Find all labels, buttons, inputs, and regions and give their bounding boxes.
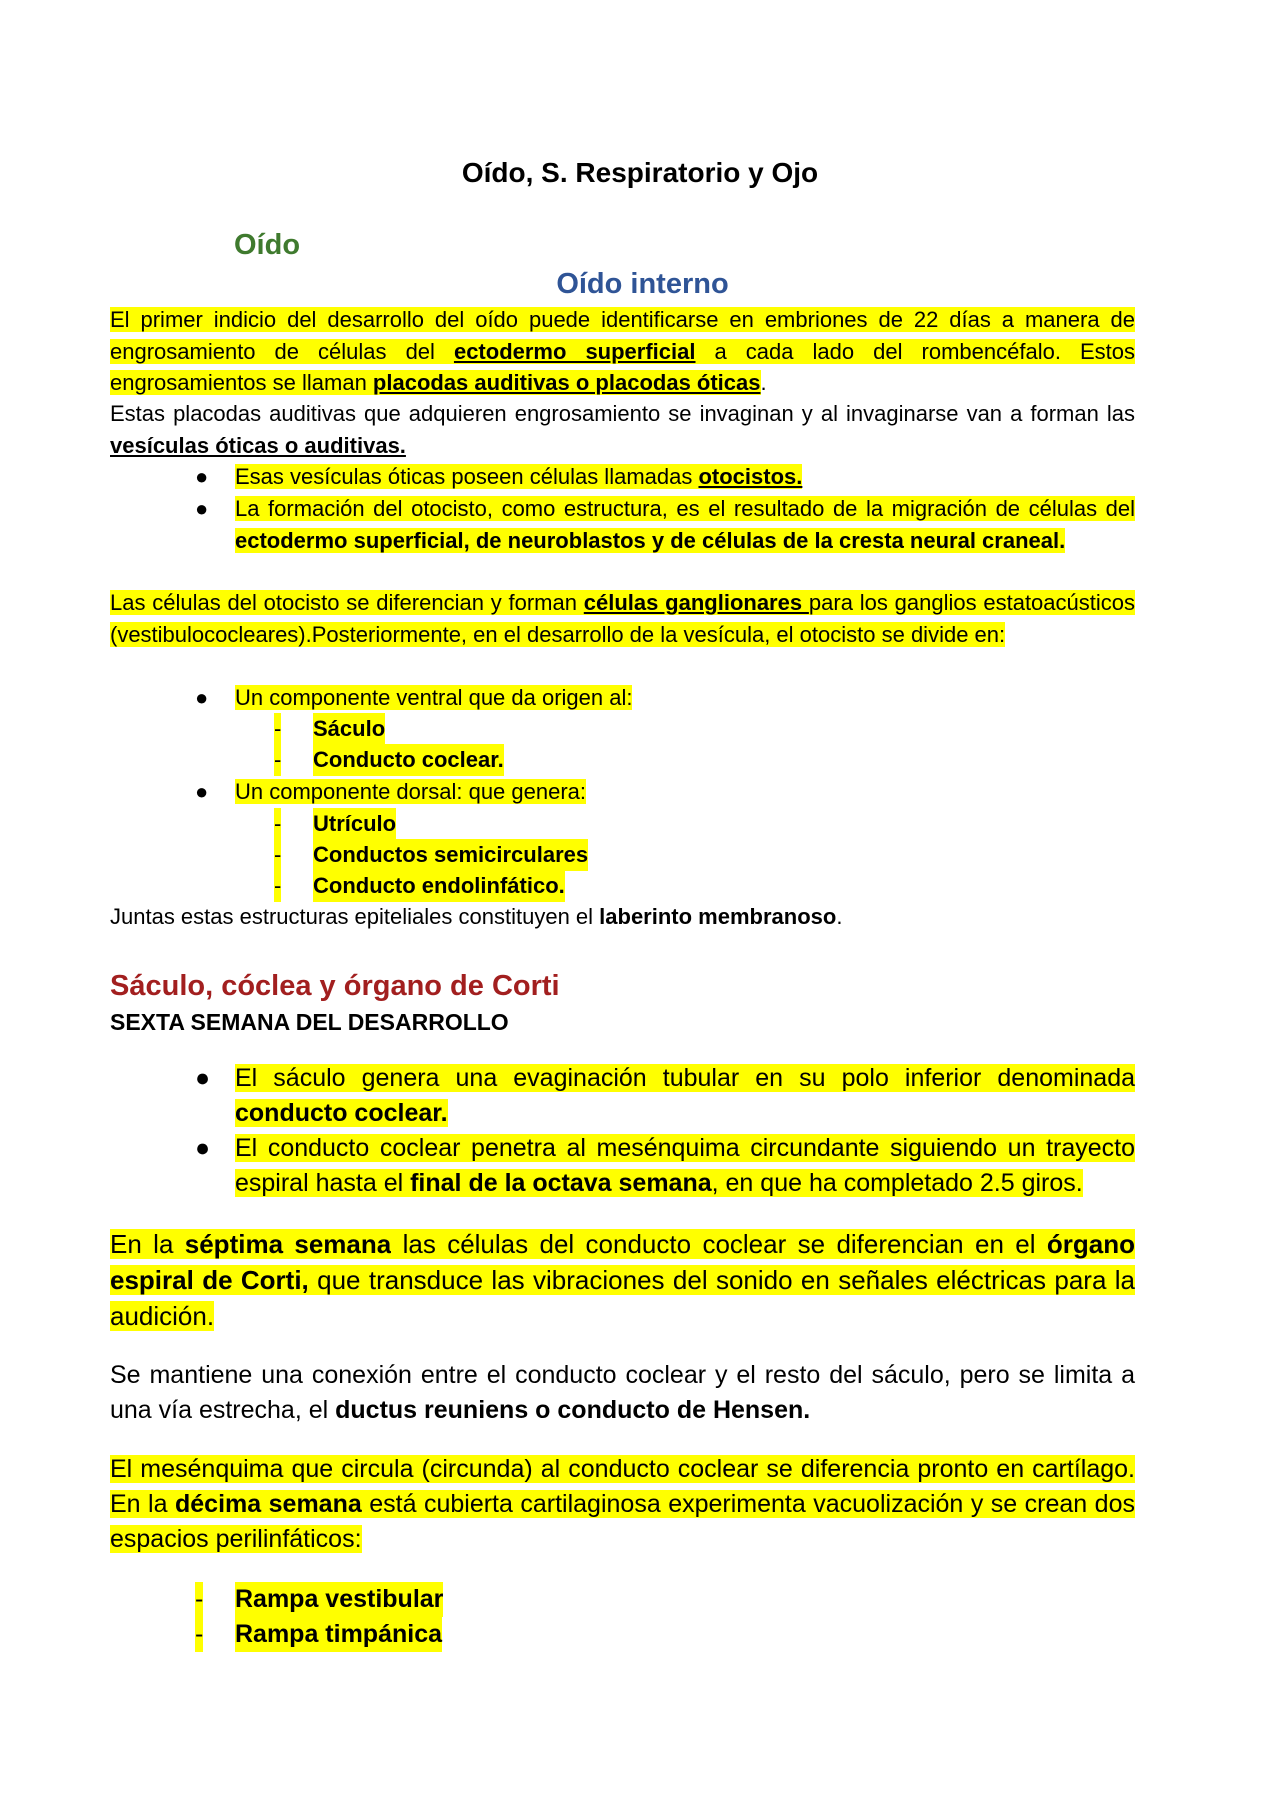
- subsection-heading-oido-interno: Oído interno: [556, 268, 729, 300]
- section-heading-oido: Oído: [234, 229, 301, 261]
- paragraph-ductus-reuniens: Se mantiene una conexión entre el conducto coclear y el resto del sáculo, pero se limita a una vía estrecha, el ductus reuniens o conducto de Hensen.: [110, 1361, 1135, 1424]
- paragraph-vesiculas: Estas placodas auditivas que adquieren engrosamiento se invaginan y al invaginarse van a forman las vesículas óticas o auditivas.: [110, 401, 1135, 458]
- paragraph-septima-semana: En la séptima semana las células del conducto coclear se diferencian en el órgano espiral de Corti, que transduce las vibraciones del sonido en señales eléctricas para la audición.: [110, 1229, 1135, 1331]
- paragraph-laberinto: Juntas estas estructuras epiteliales constituyen el laberinto membranoso.: [110, 904, 843, 929]
- section-heading-saculo: Sáculo, cóclea y órgano de Corti: [110, 970, 560, 1002]
- paragraph-intro: El primer indicio del desarrollo del oído puede identificarse en embriones de 22 días a manera de engrosamiento de células del ectodermo superficial a cada lado del rombencéfalo. Estos engrosamientos se llaman placodas auditivas o placodas óticas.: [110, 307, 1135, 395]
- subheading-sexta-semana: SEXTA SEMANA DEL DESARROLLO: [110, 1009, 509, 1035]
- document-page: Oído, S. Respiratorio y Ojo Oído Oído interno El primer indicio del desarrollo del oído puede identificarse en embriones de 22 días a manera de engrosamiento de células del ectodermo superficial a cada lado del rombencéfalo. Estos engrosamientos se llaman placodas auditivas o placodas óticas. Estas placodas auditivas que adquieren engrosamiento se invaginan y al invaginarse van a forman las vesículas óticas o auditivas. ● Esas vesículas óticas poseen células llamadas otocistos. ● La formación del otocisto, como estructura, es el resultado de la migración de células del ectodermo superficial, de neuroblastos y de células de la cresta neural craneal. Las células del otocisto se diferencian y forman células ganglionares para los ganglios estatoacústicos (vestibulococleares).Posteriormente, en el desarrollo de la vesícula, el otocisto se divide en: ● Un componente ventral que da origen al: - Sáculo - Conducto coclear. ● Un componente dorsal: que genera: - Utrículo - Conductos semicirculares - Conducto endolinfático. Juntas estas estructuras epiteliales constituyen el laberinto membranoso. Sáculo, cóclea y órgano de Corti SEXTA SEMANA DEL DESARROLLO ● El sáculo genera una evaginación tubular en su polo inferior denominada conducto coclear. ● El conducto coclear penetra al mesénquima circundante siguiendo un trayecto espiral hasta el final de la octava semana, en que ha completado 2.5 giros. En la séptima semana las células del conducto coclear se diferencian en el órgano espiral de Corti, que transduce las vibraciones del sonido en señales eléctricas para la audición. Se mantiene una conexión entre el conducto coclear y el resto del sáculo, pero se limita a una vía estrecha, el ductus reuniens o conducto de Hensen. El mesénquima que circula (circunda) al conducto coclear se diferencia pronto en cartílago. En la décima semana está cubierta cartilaginosa experimenta vacuolización y se crean dos espacios perilinfáticos: - Rampa vestibular - Rampa timpánica: [0, 0, 1280, 1808]
- page-title: Oído, S. Respiratorio y Ojo: [461, 157, 819, 188]
- paragraph-mesenquima: El mesénquima que circula (circunda) al conducto coclear se diferencia pronto en cartílago. En la décima semana está cubierta cartilaginosa experimenta vacuolización y se crean dos espacios perilinfáticos:: [110, 1455, 1135, 1553]
- paragraph-otocisto: Las células del otocisto se diferencian y forman células ganglionares para los ganglios estatoacústicos (vestibulococleares).Posteriormente, en el desarrollo de la vesícula, el otocisto se divide en:: [110, 590, 1136, 647]
